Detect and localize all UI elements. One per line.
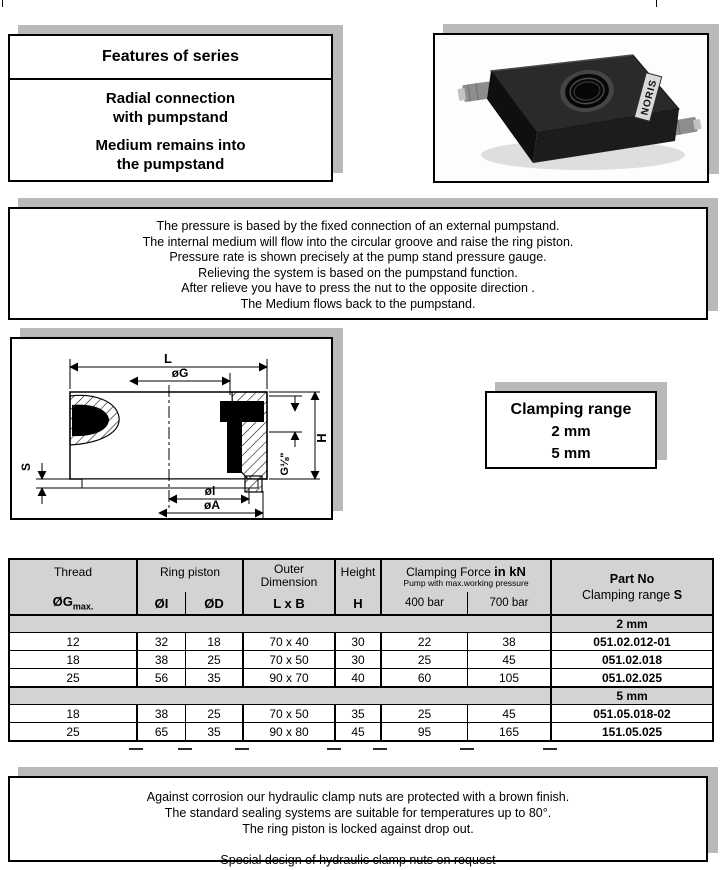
- col-header-part-no: [550, 560, 712, 614]
- header-symbol: ØI: [154, 595, 169, 611]
- table-cell: 45: [467, 650, 550, 668]
- dim-label-oA: øA: [204, 498, 220, 512]
- table-cell-part-no: 051.05.018-02: [550, 704, 712, 722]
- header-label: in kN: [494, 564, 526, 579]
- table-cell-part-no: 151.05.025: [550, 722, 712, 740]
- dim-label-G18: G⅛": [279, 452, 291, 476]
- features-box: [8, 34, 333, 182]
- print-artifact-tick: [460, 748, 474, 750]
- header-sublabel: Pump with max.working pressure: [403, 578, 529, 588]
- table-cell: 35: [185, 722, 242, 740]
- page-crop-mark-right: [656, 0, 657, 7]
- technical-drawing-box: [10, 337, 333, 520]
- spec-table: [8, 558, 714, 742]
- table-cell: 90 x 70: [242, 668, 334, 686]
- header-label: 400 bar: [404, 597, 444, 609]
- table-cell-part-no: 051.02.018: [550, 650, 712, 668]
- feature-line: the pumpstand: [116, 156, 225, 173]
- table-cell: 30: [334, 650, 380, 668]
- note-line: Against corrosion our hydraulic clamp nuts are protected with a brown finish.: [146, 790, 570, 804]
- feature-line: Medium remains into: [95, 137, 246, 154]
- clamping-range-value: 5 mm: [551, 445, 591, 462]
- print-artifact-tick: [327, 748, 341, 750]
- table-cell-part-no: 051.02.025: [550, 668, 712, 686]
- print-artifact-tick: [543, 748, 557, 750]
- description-line: The Medium flows back to the pumpstand.: [240, 296, 476, 311]
- col-header-od: [185, 592, 242, 614]
- dim-label-L: L: [164, 351, 172, 366]
- col-header-outer-dimension: [242, 560, 334, 592]
- header-label: S: [673, 588, 683, 602]
- note-line: Special design of hydraulic clamp nuts on request: [220, 853, 496, 867]
- feature-radial-connection: [10, 89, 331, 127]
- section-band-2mm: [10, 614, 550, 632]
- table-cell: 35: [185, 668, 242, 686]
- description-line: After relieve you have to press the nut to the opposite direction .: [181, 281, 535, 295]
- header-label: Clamping Force: [406, 565, 491, 579]
- table-cell: 25: [380, 650, 467, 668]
- header-label: Clamping range: [581, 588, 671, 602]
- col-header-clamping-force: [380, 560, 550, 592]
- header-symbol: ØG: [52, 594, 73, 610]
- header-label: Dimension: [260, 575, 318, 589]
- feature-line: with pumpstand: [113, 109, 228, 126]
- table-cell: 95: [380, 722, 467, 740]
- header-label: Thread: [53, 565, 93, 579]
- section-band-2mm-label: 2 mm: [550, 614, 712, 632]
- clamping-range-box: [485, 391, 657, 469]
- table-cell: 56: [136, 668, 185, 686]
- note-line: The standard sealing systems are suitable for temperatures up to 80°.: [164, 806, 552, 820]
- description-line: Pressure rate is shown precisely at the pump stand pressure gauge.: [169, 250, 547, 264]
- description-box: [8, 207, 708, 320]
- header-symbol: H: [353, 595, 363, 611]
- section-band-5mm-label: 5 mm: [550, 686, 712, 704]
- product-photo-box: [433, 33, 709, 183]
- print-artifact-tick: [129, 748, 143, 750]
- table-cell: 40: [334, 668, 380, 686]
- table-cell: 18: [10, 650, 136, 668]
- table-cell: 45: [334, 722, 380, 740]
- table-cell: 165: [467, 722, 550, 740]
- print-artifact-tick: [178, 748, 192, 750]
- col-header-thread: [10, 560, 136, 592]
- header-subscript: max.: [72, 601, 94, 612]
- clamping-range-title: Clamping range: [510, 401, 632, 418]
- table-cell: 38: [136, 704, 185, 722]
- header-label: Height: [340, 565, 376, 579]
- table-cell: 25: [380, 704, 467, 722]
- table-cell: 65: [136, 722, 185, 740]
- col-header-oi: [136, 592, 185, 614]
- table-cell: 70 x 50: [242, 650, 334, 668]
- table-cell: 25: [185, 704, 242, 722]
- header-label: Ring piston: [159, 565, 221, 579]
- dim-label-S: S: [19, 462, 33, 472]
- col-header-700bar: [467, 592, 550, 614]
- table-cell: 32: [136, 632, 185, 650]
- print-artifact-tick: [373, 748, 387, 750]
- table-cell: 25: [10, 668, 136, 686]
- header-symbol: L x B: [273, 595, 305, 611]
- description-line: Relieving the system is based on the pumpstand function.: [198, 265, 518, 280]
- product-photo-clamp-nut: [435, 35, 707, 181]
- dim-label-H: H: [314, 433, 329, 443]
- table-cell: 22: [380, 632, 467, 650]
- table-cell: 70 x 40: [242, 632, 334, 650]
- brand-text: NORIS: [639, 78, 660, 117]
- col-header-400bar: [380, 592, 467, 614]
- table-cell: 45: [467, 704, 550, 722]
- cross-section-drawing: [12, 339, 331, 518]
- feature-line: Radial connection: [105, 90, 236, 107]
- features-title: Features of series: [10, 36, 331, 80]
- page-crop-mark-left: [2, 0, 3, 7]
- note-line: The ring piston is locked against drop out.: [242, 822, 474, 836]
- col-header-h: [334, 592, 380, 614]
- dim-label-ol: øl: [204, 484, 216, 498]
- table-cell: 30: [334, 632, 380, 650]
- table-cell: 35: [334, 704, 380, 722]
- table-cell: 38: [136, 650, 185, 668]
- header-label: Part No: [609, 572, 655, 586]
- header-symbol: ØD: [204, 595, 224, 611]
- table-cell-part-no: 051.02.012-01: [550, 632, 712, 650]
- table-cell: 25: [10, 722, 136, 740]
- col-header-ring-piston: [136, 560, 242, 592]
- dim-label-oG: øG: [171, 366, 189, 380]
- col-header-og-max: [10, 592, 136, 614]
- description-line: The pressure is based by the fixed connection of an external pumpstand.: [156, 219, 560, 233]
- table-cell: 18: [185, 632, 242, 650]
- description-line: The internal medium will flow into the circular groove and raise the ring piston.: [142, 234, 574, 249]
- table-cell: 70 x 50: [242, 704, 334, 722]
- print-artifact-tick: [235, 748, 249, 750]
- table-cell: 105: [467, 668, 550, 686]
- header-label: 700 bar: [489, 597, 529, 609]
- table-cell: 25: [185, 650, 242, 668]
- table-cell: 60: [380, 668, 467, 686]
- table-cell: 38: [467, 632, 550, 650]
- clamping-range-value: 2 mm: [551, 423, 591, 440]
- table-cell: 18: [10, 704, 136, 722]
- notes-box: [8, 776, 708, 867]
- feature-medium-remains: [10, 136, 331, 174]
- header-label: Outer: [273, 562, 304, 576]
- table-cell: 12: [10, 632, 136, 650]
- table-cell: 90 x 80: [242, 722, 334, 740]
- col-header-lxb: [242, 592, 334, 614]
- col-header-height: [334, 560, 380, 592]
- section-band-5mm: [10, 686, 550, 704]
